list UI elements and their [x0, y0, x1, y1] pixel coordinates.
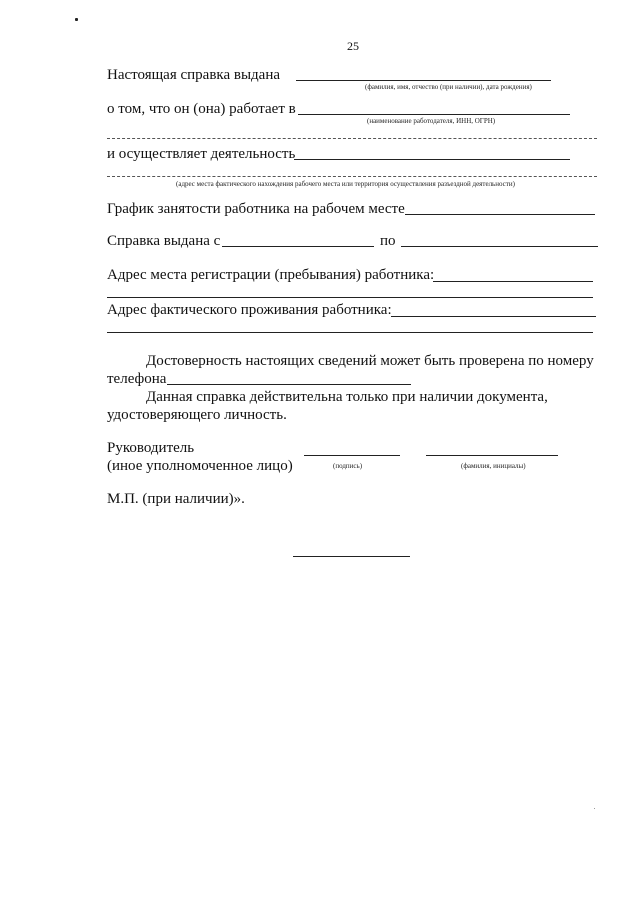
scan-mark — [75, 18, 78, 21]
residence-address-label: Адрес фактического проживания работника: — [107, 302, 392, 318]
activity-caption: (адрес места фактического нахождения рабочего места или территория осуществления разъездной деятельности) — [176, 180, 515, 188]
phone-input-line[interactable] — [167, 384, 411, 385]
signature-caption: (подпись) — [333, 462, 363, 470]
issued-to-input-line[interactable] — [296, 80, 551, 81]
valid-to-label: по — [380, 233, 396, 249]
works-at-label: о том, что он (она) работает в — [107, 101, 296, 117]
residence-address-input-line[interactable] — [391, 316, 596, 317]
valid-from-input-line[interactable] — [222, 246, 374, 247]
scan-artifact — [594, 808, 595, 809]
validity-note-line1: Данная справка действительна только при наличии документа, — [146, 389, 548, 405]
activity-label: и осуществляет деятельность — [107, 146, 296, 162]
issued-to-label: Настоящая справка выдана — [107, 67, 281, 83]
activity-continuation-line[interactable] — [107, 176, 597, 177]
name-initials-caption: (фамилия, инициалы) — [461, 462, 526, 470]
works-at-caption: (наименование работодателя, ИНН, ОГРН) — [367, 117, 496, 125]
validity-note-line2: удостоверяющего личность. — [107, 407, 287, 423]
registration-address-label: Адрес места регистрации (пребывания) работника: — [107, 267, 435, 283]
works-at-continuation-line[interactable] — [107, 138, 597, 139]
residence-address-continuation-line[interactable] — [107, 332, 593, 333]
valid-to-input-line[interactable] — [401, 246, 598, 247]
signatory-role-line2: (иное уполномоченное лицо) — [107, 458, 293, 474]
closing-divider — [293, 556, 410, 557]
valid-from-label: Справка выдана с — [107, 233, 221, 249]
verification-text-line2: телефона — [107, 371, 167, 387]
registration-address-input-line[interactable] — [433, 281, 593, 282]
signatory-role-line1: Руководитель — [107, 440, 195, 456]
signature-input-line[interactable] — [304, 455, 400, 456]
works-at-input-line[interactable] — [298, 114, 570, 115]
stamp-place-label: М.П. (при наличии)». — [107, 491, 245, 507]
schedule-label: График занятости работника на рабочем месте — [107, 201, 405, 217]
verification-text-line1: Достоверность настоящих сведений может быть проверена по номеру — [146, 353, 594, 369]
schedule-input-line[interactable] — [405, 214, 595, 215]
issued-to-caption: (фамилия, имя, отчество (при наличии), дата рождения) — [365, 83, 532, 91]
activity-input-line[interactable] — [294, 159, 570, 160]
name-initials-input-line[interactable] — [426, 455, 558, 456]
registration-address-continuation-line[interactable] — [107, 297, 593, 298]
page-number: 25 — [347, 39, 359, 53]
